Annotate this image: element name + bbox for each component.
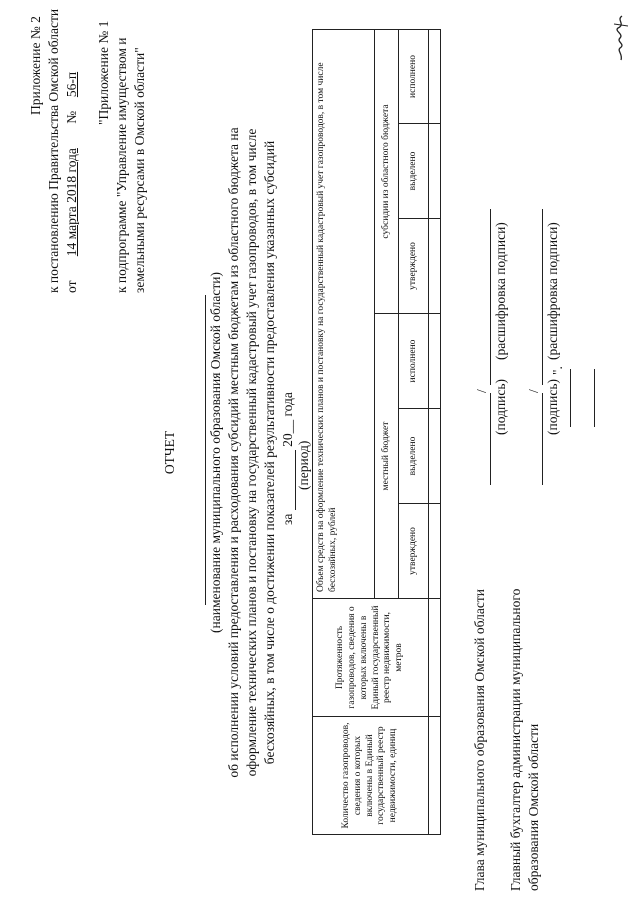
accountant-decode-caption: (расшифровка подписи)	[545, 222, 560, 360]
subprogram-line-2: земельными ресурсами в Омской области"	[132, 47, 147, 293]
decree-date: 14 марта 2018 года	[64, 148, 79, 257]
table-cell	[429, 717, 441, 835]
accountant-sign-caption: (подпись)	[545, 378, 560, 435]
accountant-decode-line	[542, 209, 543, 385]
head-decode-line	[490, 209, 491, 385]
closing-line-1	[570, 369, 571, 427]
accountant-slash: /	[526, 389, 541, 393]
report-title: ОТЧЕТ	[162, 430, 177, 475]
accountant-title-2: образования Омской области	[526, 723, 541, 891]
table-cell	[429, 314, 441, 409]
head-title: Глава муниципального образования Омской области	[472, 588, 487, 891]
report-subject-line-2: оформление технических планов и постановку на государственный кадастровый учет газопроводов, в том числе	[244, 128, 259, 777]
local-executed-header: исполнено	[399, 314, 429, 409]
accountant-sign-line	[542, 393, 543, 485]
col-count-header: Количество газопроводов, сведения о которых включены в Единый государственный реестр недвижимости, единиц	[313, 717, 429, 835]
table-cell	[429, 124, 441, 219]
regional-executed-header: исполнено	[399, 29, 429, 123]
report-table	[312, 29, 441, 835]
period-line	[280, 392, 296, 525]
from-label: от	[64, 280, 79, 293]
subappendix-label: "Приложение № 1	[96, 20, 111, 125]
number-label: №	[64, 110, 79, 124]
regional-allocated-header: выделено	[399, 124, 429, 219]
period-caption: (период)	[296, 440, 311, 490]
table-cell	[429, 29, 441, 123]
closing-line-2	[594, 369, 595, 427]
head-sign-caption: (подпись)	[493, 378, 508, 435]
table-cell	[429, 504, 441, 599]
report-subject-line-3: бесхозяйных, в том числе о достижении показателей результативности предоставления указанных субсидий	[262, 140, 277, 765]
head-sign-line	[490, 393, 491, 485]
accountant-title-1: Главный бухгалтер администрации муниципального	[508, 588, 523, 891]
local-approved-header: утверждено	[399, 504, 429, 599]
period-prefix: за	[280, 513, 295, 525]
period-blank	[283, 450, 296, 510]
decree-reference: к постановлению Правительства Омской области	[46, 8, 61, 293]
head-slash: /	[474, 389, 489, 393]
municipality-caption: (наименование муниципального образования Омской области)	[208, 272, 223, 633]
table-cell	[429, 219, 441, 314]
appendix-label: Приложение № 2	[28, 16, 43, 115]
subprogram-line-1: к подпрограмме "Управление имуществом и	[114, 37, 129, 293]
local-budget-header: местный бюджет	[375, 314, 399, 599]
local-allocated-header: выделено	[399, 409, 429, 504]
handwritten-signature-icon	[608, 14, 634, 62]
col-length-header: Протяженность газопроводов, сведения о которых включены в Единый государственный реестр недвижимости, метров	[313, 599, 429, 717]
decree-date-line	[64, 62, 80, 294]
table-cell	[429, 409, 441, 504]
report-subject-line-1: об исполнении условий предоставления и расходования субсидий местным бюджетам из областного бюджета на	[226, 127, 241, 778]
regional-subsidy-header: субсидии из областного бюджета	[375, 29, 399, 313]
table-cell	[429, 599, 441, 717]
period-year: 20__ года	[280, 392, 295, 447]
head-decode-caption: (расшифровка подписи)	[493, 222, 508, 360]
funds-header: Объем средств на оформление технических планов и постановку на государственный кадастровый учет газопроводов, в том числе бесхозяйных, рублей	[313, 29, 375, 598]
decree-number: 56-п	[64, 71, 79, 98]
regional-approved-header: утверждено	[399, 219, 429, 314]
municipality-blank-line	[205, 295, 206, 605]
closing-quote: ".	[550, 366, 565, 375]
